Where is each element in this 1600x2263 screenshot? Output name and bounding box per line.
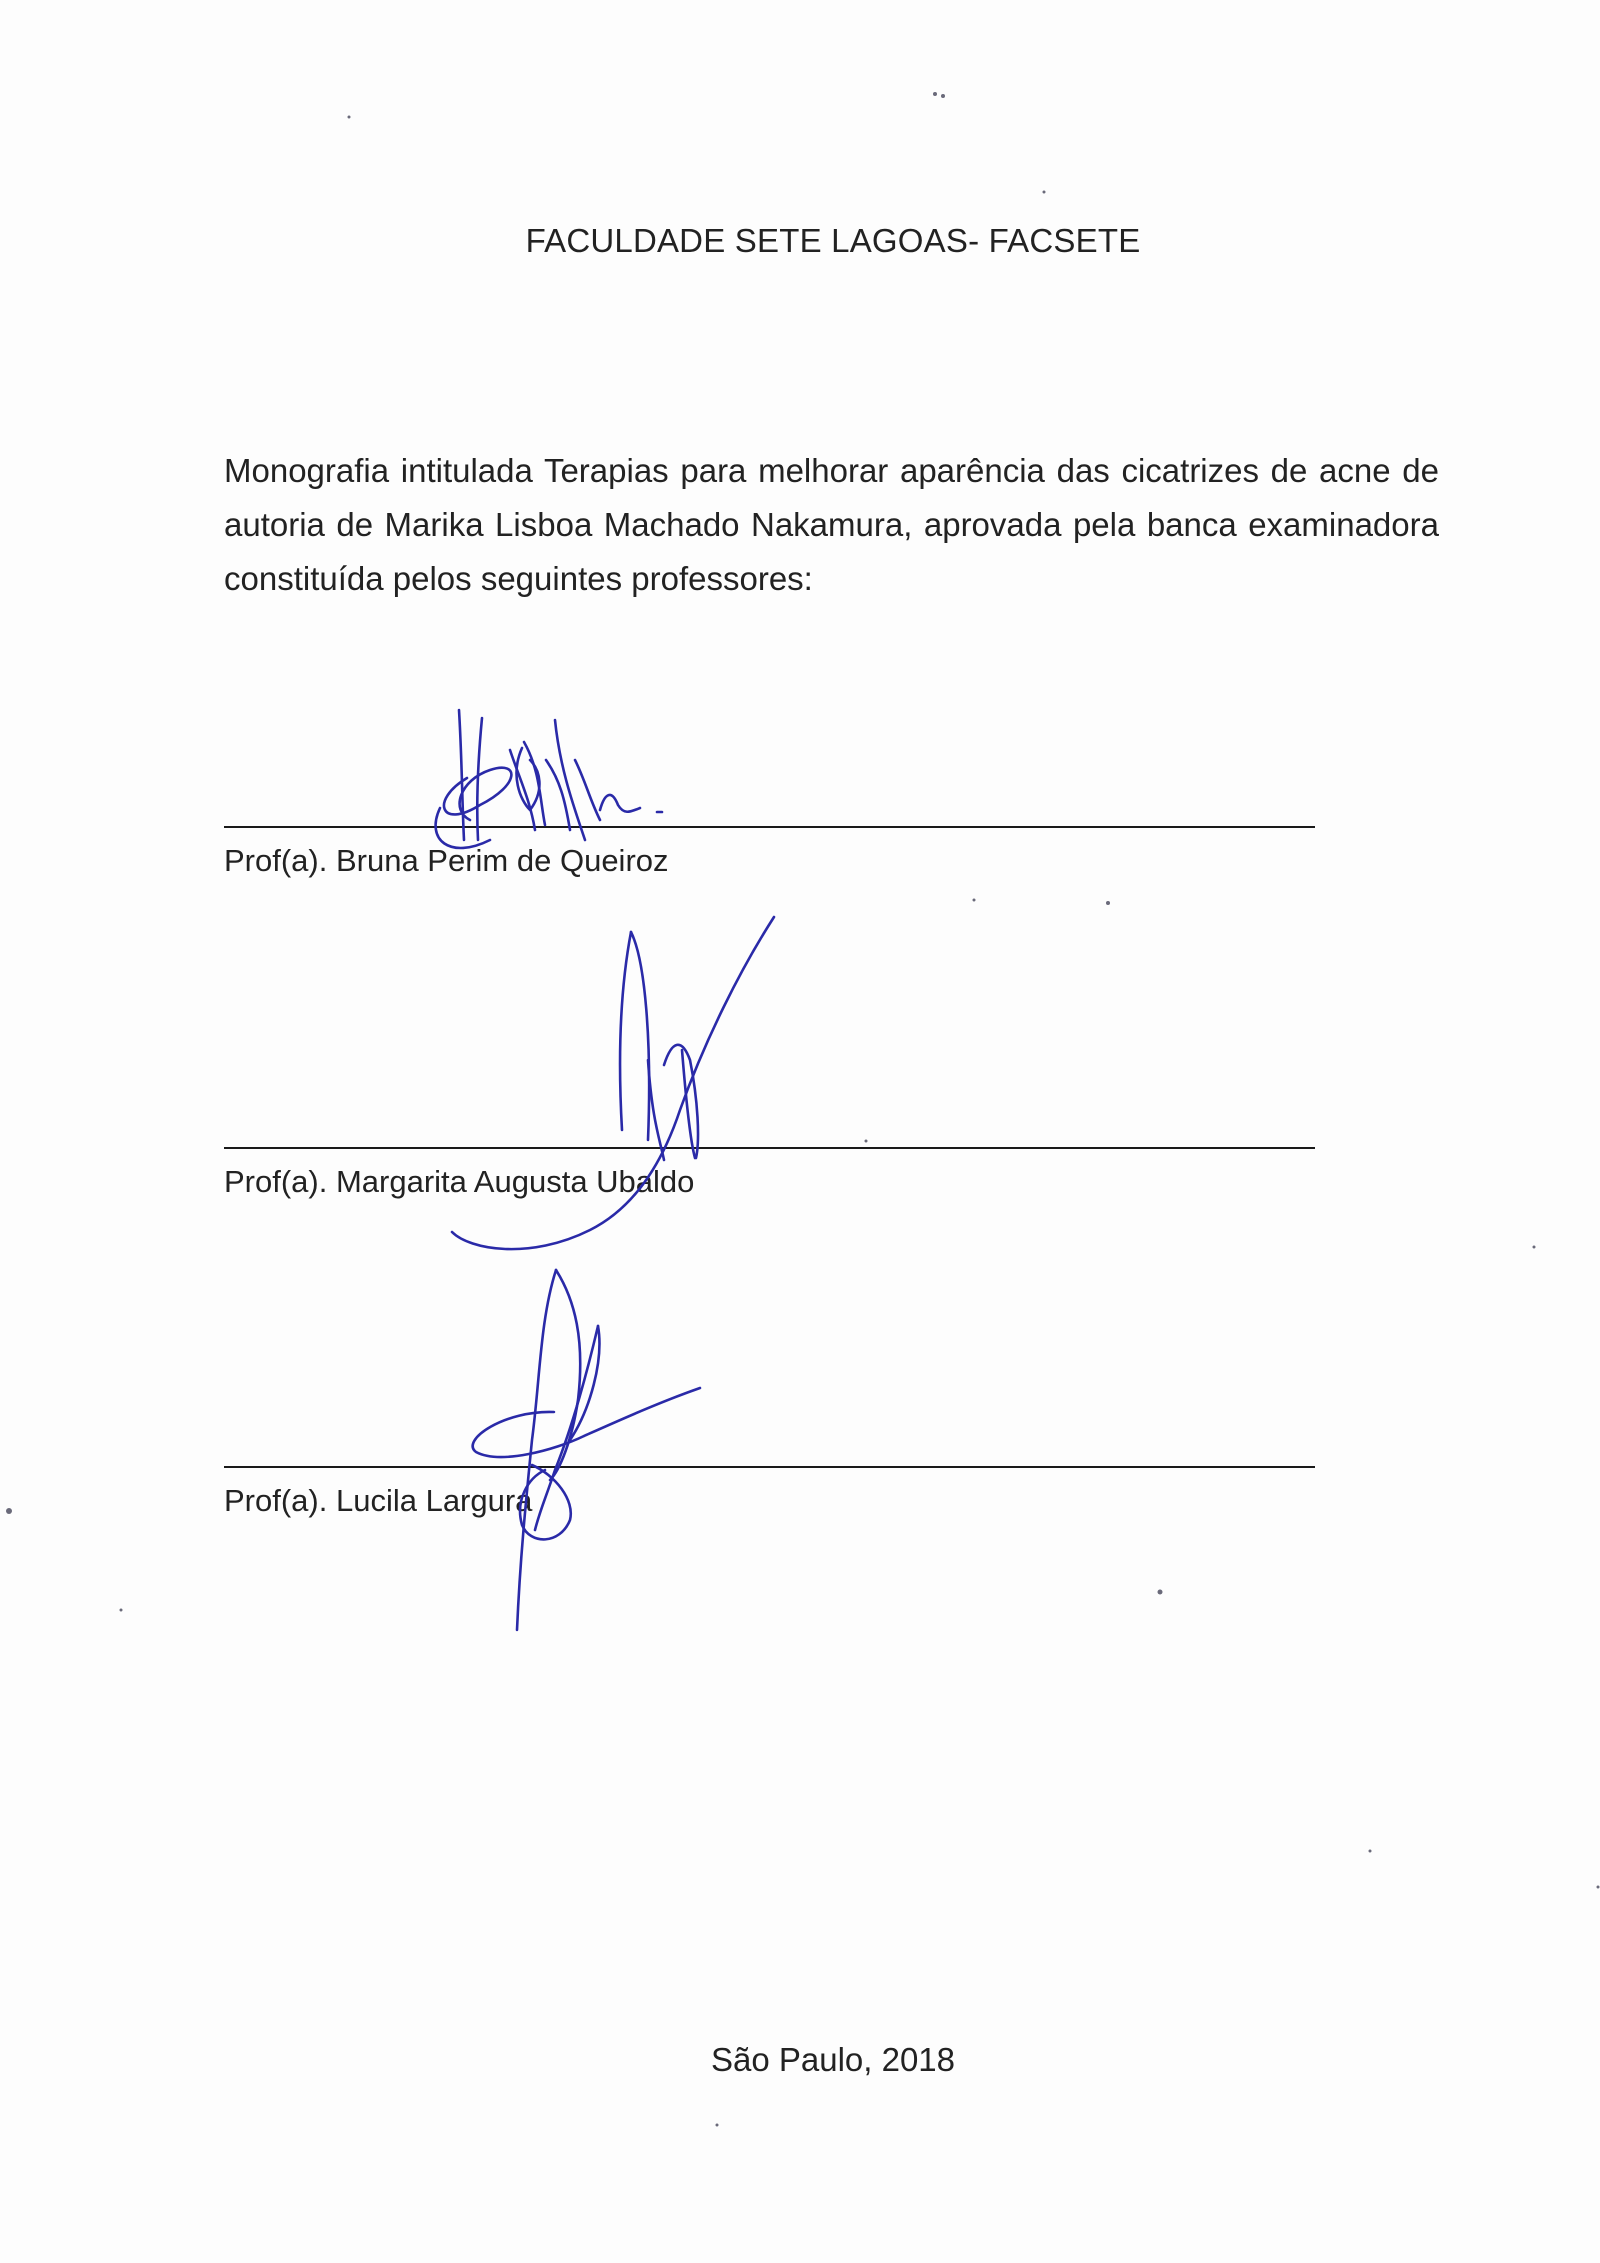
examiner-name: Prof(a). Bruna Perim de Queiroz: [224, 843, 669, 878]
examiner-signature-block: [224, 826, 1315, 879]
examiner-signature-block: [224, 1147, 1315, 1200]
examiner-signature-block: [224, 1466, 1315, 1519]
place-and-date: São Paulo, 2018: [710, 2041, 956, 2078]
approval-statement: Monografia intitulada Terapias para melhorar aparência das cicatrizes de acne de autoria de Marika Lisboa Machado Nakamura, aprovada pela banca examinadora constituída pelos seguintes professores:: [224, 452, 1439, 597]
examiner-name: Prof(a). Margarita Augusta Ubaldo: [224, 1164, 695, 1199]
signature-3: [473, 1270, 700, 1630]
signature-line: [224, 1147, 1315, 1149]
signature-line: [224, 1466, 1315, 1468]
signature-line: [224, 826, 1315, 828]
examiner-name: Prof(a). Lucila Largura: [224, 1483, 533, 1518]
institution-name: FACULDADE SETE LAGOAS- FACSETE: [525, 222, 1141, 259]
